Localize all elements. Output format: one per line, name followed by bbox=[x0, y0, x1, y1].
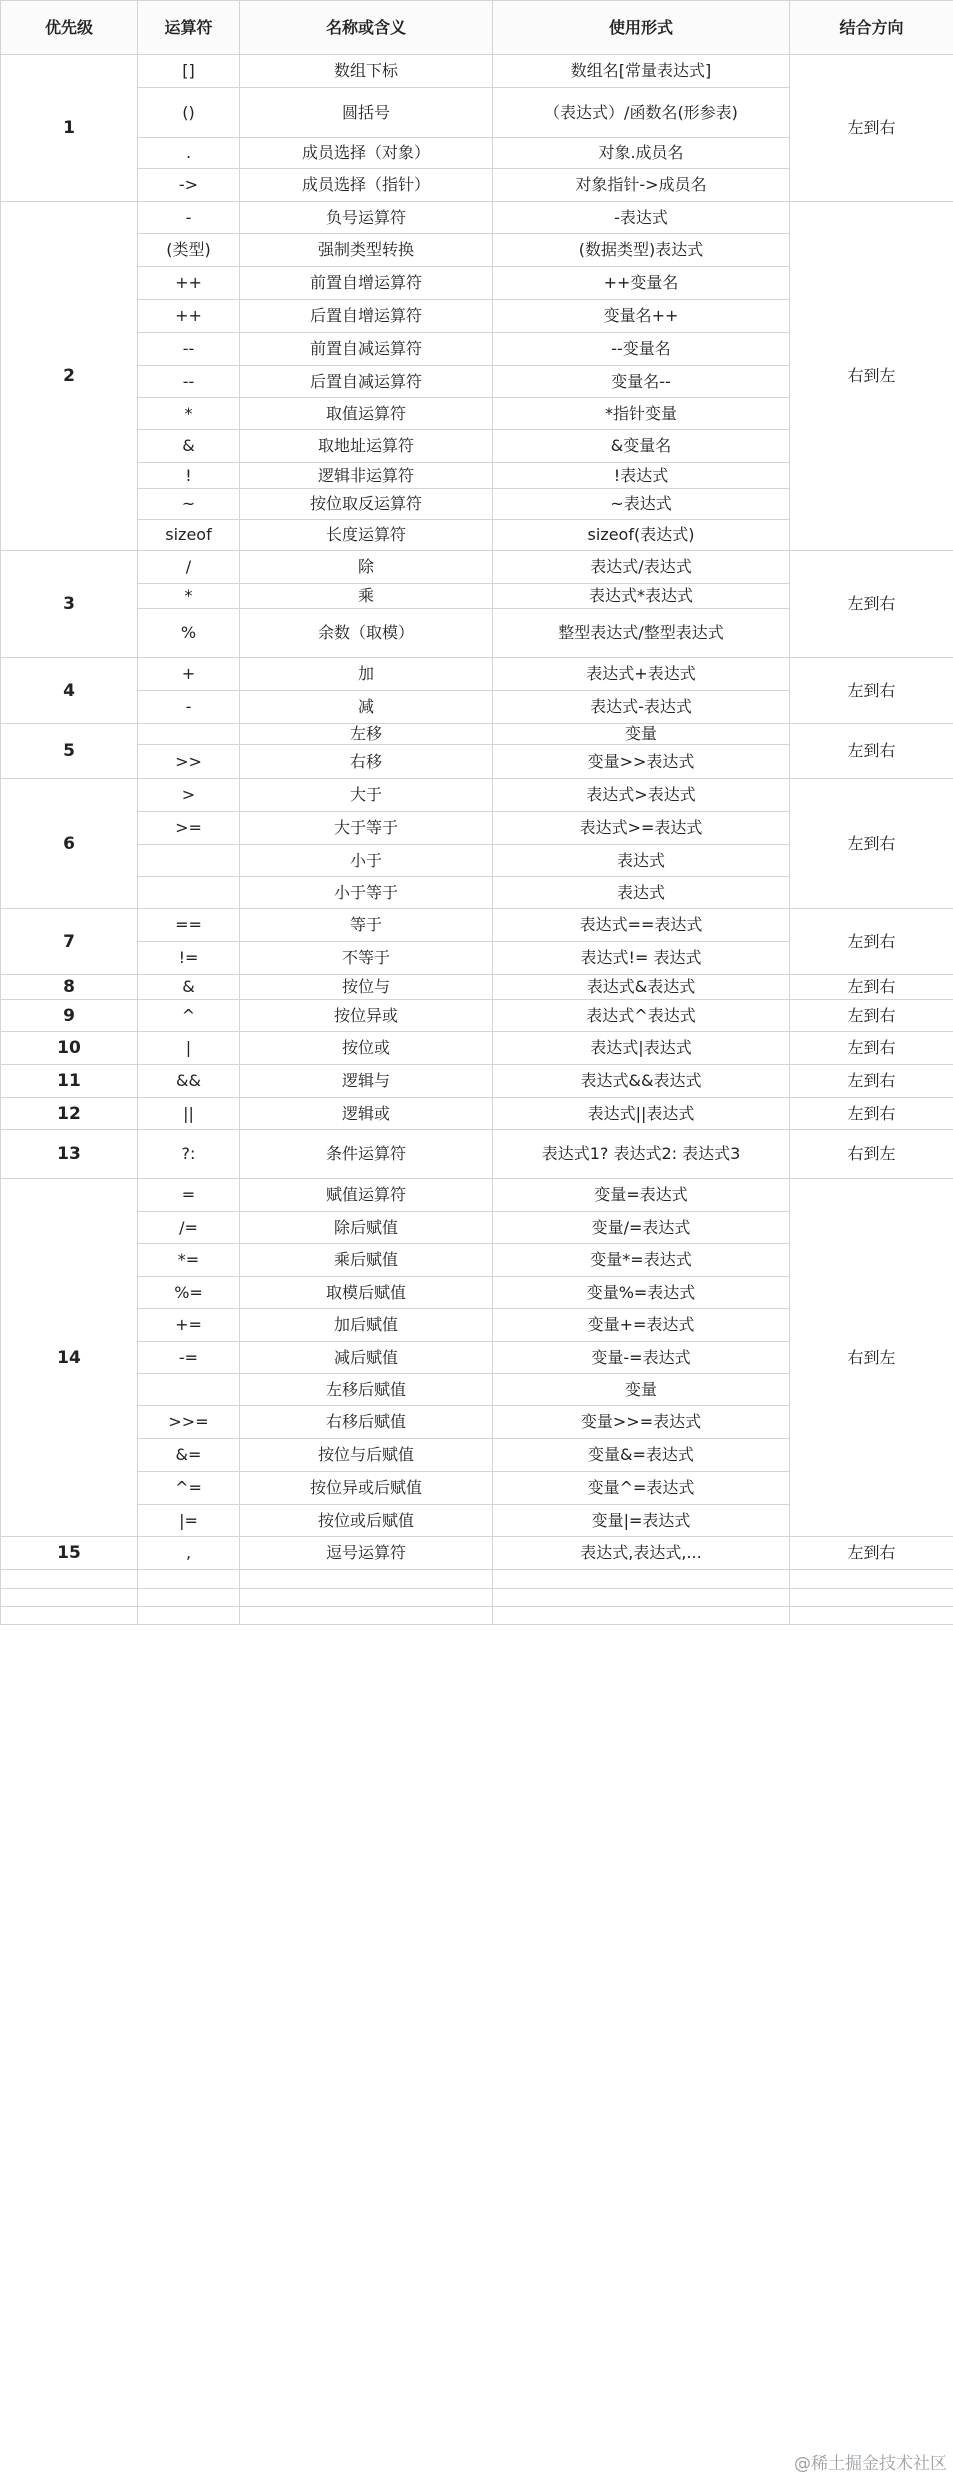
name-cell: 右移后赋值 bbox=[240, 1406, 493, 1439]
usage-cell: （表达式）/函数名(形参表) bbox=[493, 88, 790, 138]
empty-cell bbox=[493, 1607, 790, 1625]
empty-cell bbox=[1, 1589, 138, 1607]
priority-cell: 8 bbox=[1, 975, 138, 1000]
watermark: @稀土掘金技术社区 bbox=[794, 2454, 947, 2474]
operator-cell: * bbox=[138, 584, 240, 609]
operator-cell: , bbox=[138, 1537, 240, 1570]
table-row bbox=[1, 724, 953, 745]
usage-cell: 变量>>表达式 bbox=[493, 745, 790, 779]
empty-cell bbox=[790, 1607, 953, 1625]
direction-cell: 左到右 bbox=[790, 55, 953, 202]
priority-cell: 11 bbox=[1, 1065, 138, 1098]
usage-cell: ~表达式 bbox=[493, 489, 790, 520]
usage-cell: 对象指针->成员名 bbox=[493, 169, 790, 202]
usage-cell: --变量名 bbox=[493, 333, 790, 366]
usage-cell: 数组名[常量表达式] bbox=[493, 55, 790, 88]
priority-cell: 13 bbox=[1, 1130, 138, 1179]
operator-cell: % bbox=[138, 609, 240, 658]
name-cell: 右移 bbox=[240, 745, 493, 779]
empty-cell bbox=[790, 1589, 953, 1607]
operator-cell: == bbox=[138, 909, 240, 942]
usage-cell: 表达式,表达式,... bbox=[493, 1537, 790, 1570]
operator-cell: += bbox=[138, 1309, 240, 1342]
name-cell: 成员选择（对象） bbox=[240, 138, 493, 169]
name-cell: 后置自减运算符 bbox=[240, 366, 493, 398]
usage-cell: 变量/=表达式 bbox=[493, 1212, 790, 1244]
operator-cell: != bbox=[138, 942, 240, 975]
usage-cell: 变量>>=表达式 bbox=[493, 1406, 790, 1439]
direction-cell: 右到左 bbox=[790, 1130, 953, 1179]
usage-cell: 表达式 bbox=[493, 877, 790, 909]
operator-cell: >> bbox=[138, 745, 240, 779]
empty-cell bbox=[240, 1607, 493, 1625]
name-cell: 前置自增运算符 bbox=[240, 267, 493, 300]
operator-cell: ^= bbox=[138, 1472, 240, 1505]
usage-cell: 变量名++ bbox=[493, 300, 790, 333]
usage-cell: &变量名 bbox=[493, 430, 790, 463]
operator-cell: && bbox=[138, 1065, 240, 1098]
operator-cell: ++ bbox=[138, 267, 240, 300]
operator-cell: * bbox=[138, 398, 240, 430]
operator-cell: ++ bbox=[138, 300, 240, 333]
name-cell: 除后赋值 bbox=[240, 1212, 493, 1244]
usage-cell: 表达式/表达式 bbox=[493, 551, 790, 584]
name-cell: 等于 bbox=[240, 909, 493, 942]
name-cell: 按位取反运算符 bbox=[240, 489, 493, 520]
header-priority: 优先级 bbox=[1, 1, 138, 55]
operator-cell: >= bbox=[138, 812, 240, 845]
name-cell: 逻辑与 bbox=[240, 1065, 493, 1098]
name-cell: 减 bbox=[240, 691, 493, 724]
empty-row bbox=[1, 1607, 953, 1625]
operator-cell: -- bbox=[138, 333, 240, 366]
name-cell: 左移 bbox=[240, 724, 493, 745]
name-cell: 不等于 bbox=[240, 942, 493, 975]
empty-cell bbox=[1, 1570, 138, 1589]
operator-cell: / bbox=[138, 551, 240, 584]
name-cell: 左移后赋值 bbox=[240, 1374, 493, 1406]
operator-cell: . bbox=[138, 138, 240, 169]
operator-cell: *= bbox=[138, 1244, 240, 1277]
empty-row bbox=[1, 1589, 953, 1607]
empty-cell bbox=[240, 1570, 493, 1589]
operator-cell: ! bbox=[138, 463, 240, 489]
empty-cell bbox=[1, 1607, 138, 1625]
operator-cell: -= bbox=[138, 1342, 240, 1374]
direction-cell: 左到右 bbox=[790, 658, 953, 724]
usage-cell: 整型表达式/整型表达式 bbox=[493, 609, 790, 658]
usage-cell: 变量+=表达式 bbox=[493, 1309, 790, 1342]
name-cell: 乘后赋值 bbox=[240, 1244, 493, 1277]
name-cell: 取地址运算符 bbox=[240, 430, 493, 463]
usage-cell: 变量 bbox=[493, 1374, 790, 1406]
operator-cell bbox=[138, 845, 240, 877]
usage-cell: 表达式-表达式 bbox=[493, 691, 790, 724]
operator-cell: > bbox=[138, 779, 240, 812]
name-cell: 长度运算符 bbox=[240, 520, 493, 551]
operator-cell: + bbox=[138, 658, 240, 691]
operator-cell: &= bbox=[138, 1439, 240, 1472]
priority-cell: 2 bbox=[1, 202, 138, 551]
operator-cell: ^ bbox=[138, 1000, 240, 1032]
usage-cell: 表达式&&表达式 bbox=[493, 1065, 790, 1098]
usage-cell: 表达式||表达式 bbox=[493, 1098, 790, 1130]
name-cell: 条件运算符 bbox=[240, 1130, 493, 1179]
usage-cell: 表达式>=表达式 bbox=[493, 812, 790, 845]
name-cell: 逻辑或 bbox=[240, 1098, 493, 1130]
priority-cell: 4 bbox=[1, 658, 138, 724]
name-cell: 加后赋值 bbox=[240, 1309, 493, 1342]
usage-cell: 变量=表达式 bbox=[493, 1179, 790, 1212]
table-row bbox=[1, 202, 953, 234]
operator-cell: ?: bbox=[138, 1130, 240, 1179]
operator-cell: - bbox=[138, 691, 240, 724]
table-row bbox=[1, 55, 953, 88]
usage-cell: 表达式!= 表达式 bbox=[493, 942, 790, 975]
name-cell: 强制类型转换 bbox=[240, 234, 493, 267]
operator-cell: sizeof bbox=[138, 520, 240, 551]
name-cell: 减后赋值 bbox=[240, 1342, 493, 1374]
usage-cell: (数据类型)表达式 bbox=[493, 234, 790, 267]
header-usage: 使用形式 bbox=[493, 1, 790, 55]
usage-cell: 对象.成员名 bbox=[493, 138, 790, 169]
name-cell: 按位异或后赋值 bbox=[240, 1472, 493, 1505]
header-name: 名称或含义 bbox=[240, 1, 493, 55]
operator-cell: [] bbox=[138, 55, 240, 88]
operator-cell bbox=[138, 877, 240, 909]
direction-cell: 左到右 bbox=[790, 909, 953, 975]
empty-cell bbox=[493, 1570, 790, 1589]
name-cell: 按位与 bbox=[240, 975, 493, 1000]
operator-cell: /= bbox=[138, 1212, 240, 1244]
table-row bbox=[1, 1130, 953, 1179]
direction-cell: 左到右 bbox=[790, 1065, 953, 1098]
empty-cell bbox=[493, 1589, 790, 1607]
operator-cell: || bbox=[138, 1098, 240, 1130]
name-cell: 小于 bbox=[240, 845, 493, 877]
table-row bbox=[1, 1000, 953, 1032]
usage-cell: 变量^=表达式 bbox=[493, 1472, 790, 1505]
table-row bbox=[1, 1032, 953, 1065]
name-cell: 大于 bbox=[240, 779, 493, 812]
empty-cell bbox=[790, 1570, 953, 1589]
usage-cell: 表达式|表达式 bbox=[493, 1032, 790, 1065]
direction-cell: 右到左 bbox=[790, 202, 953, 551]
name-cell: 逻辑非运算符 bbox=[240, 463, 493, 489]
priority-cell: 10 bbox=[1, 1032, 138, 1065]
name-cell: 除 bbox=[240, 551, 493, 584]
usage-cell: 变量 bbox=[493, 724, 790, 745]
operator-cell: () bbox=[138, 88, 240, 138]
direction-cell: 右到左 bbox=[790, 1179, 953, 1537]
priority-cell: 1 bbox=[1, 55, 138, 202]
operator-cell: %= bbox=[138, 1277, 240, 1309]
usage-cell: 变量|=表达式 bbox=[493, 1505, 790, 1537]
priority-cell: 6 bbox=[1, 779, 138, 909]
name-cell: 小于等于 bbox=[240, 877, 493, 909]
usage-cell: 变量%=表达式 bbox=[493, 1277, 790, 1309]
name-cell: 加 bbox=[240, 658, 493, 691]
usage-cell: 表达式*表达式 bbox=[493, 584, 790, 609]
name-cell: 按位或后赋值 bbox=[240, 1505, 493, 1537]
usage-cell: 表达式>表达式 bbox=[493, 779, 790, 812]
name-cell: 大于等于 bbox=[240, 812, 493, 845]
direction-cell: 左到右 bbox=[790, 1537, 953, 1570]
name-cell: 按位与后赋值 bbox=[240, 1439, 493, 1472]
operator-cell bbox=[138, 724, 240, 745]
table-row bbox=[1, 975, 953, 1000]
table-row bbox=[1, 1065, 953, 1098]
empty-cell bbox=[240, 1589, 493, 1607]
name-cell: 按位异或 bbox=[240, 1000, 493, 1032]
empty-cell bbox=[138, 1570, 240, 1589]
priority-cell: 12 bbox=[1, 1098, 138, 1130]
name-cell: 前置自减运算符 bbox=[240, 333, 493, 366]
usage-cell: !表达式 bbox=[493, 463, 790, 489]
operator-cell: >>= bbox=[138, 1406, 240, 1439]
operator-cell: - bbox=[138, 202, 240, 234]
usage-cell: 表达式 bbox=[493, 845, 790, 877]
operator-cell: -> bbox=[138, 169, 240, 202]
usage-cell: 表达式^表达式 bbox=[493, 1000, 790, 1032]
table-row bbox=[1, 551, 953, 584]
name-cell: 逗号运算符 bbox=[240, 1537, 493, 1570]
usage-cell: 变量名-- bbox=[493, 366, 790, 398]
usage-cell: *指针变量 bbox=[493, 398, 790, 430]
operator-cell: | bbox=[138, 1032, 240, 1065]
operator-cell: (类型) bbox=[138, 234, 240, 267]
operator-cell: |= bbox=[138, 1505, 240, 1537]
usage-cell: 变量&=表达式 bbox=[493, 1439, 790, 1472]
table-row bbox=[1, 779, 953, 812]
table-body bbox=[1, 55, 953, 1625]
table-row bbox=[1, 658, 953, 691]
usage-cell: ++变量名 bbox=[493, 267, 790, 300]
priority-cell: 7 bbox=[1, 909, 138, 975]
priority-cell: 3 bbox=[1, 551, 138, 658]
priority-cell: 9 bbox=[1, 1000, 138, 1032]
name-cell: 乘 bbox=[240, 584, 493, 609]
name-cell: 赋值运算符 bbox=[240, 1179, 493, 1212]
direction-cell: 左到右 bbox=[790, 975, 953, 1000]
operator-cell: & bbox=[138, 430, 240, 463]
priority-cell: 5 bbox=[1, 724, 138, 779]
operator-cell: = bbox=[138, 1179, 240, 1212]
table-row bbox=[1, 1537, 953, 1570]
usage-cell: 表达式+表达式 bbox=[493, 658, 790, 691]
direction-cell: 左到右 bbox=[790, 724, 953, 779]
name-cell: 成员选择（指针） bbox=[240, 169, 493, 202]
operator-cell: ~ bbox=[138, 489, 240, 520]
usage-cell: 表达式==表达式 bbox=[493, 909, 790, 942]
operator-cell: & bbox=[138, 975, 240, 1000]
name-cell: 后置自增运算符 bbox=[240, 300, 493, 333]
usage-cell: -表达式 bbox=[493, 202, 790, 234]
header-operator: 运算符 bbox=[138, 1, 240, 55]
empty-cell bbox=[138, 1607, 240, 1625]
table-row bbox=[1, 1179, 953, 1212]
direction-cell: 左到右 bbox=[790, 779, 953, 909]
operator-cell: -- bbox=[138, 366, 240, 398]
direction-cell: 左到右 bbox=[790, 1000, 953, 1032]
direction-cell: 左到右 bbox=[790, 1032, 953, 1065]
name-cell: 取值运算符 bbox=[240, 398, 493, 430]
name-cell: 数组下标 bbox=[240, 55, 493, 88]
name-cell: 负号运算符 bbox=[240, 202, 493, 234]
empty-row bbox=[1, 1570, 953, 1589]
usage-cell: 变量*=表达式 bbox=[493, 1244, 790, 1277]
table-row bbox=[1, 909, 953, 942]
usage-cell: 表达式&表达式 bbox=[493, 975, 790, 1000]
usage-cell: sizeof(表达式) bbox=[493, 520, 790, 551]
direction-cell: 左到右 bbox=[790, 1098, 953, 1130]
header-row bbox=[1, 1, 953, 55]
operator-cell bbox=[138, 1374, 240, 1406]
usage-cell: 表达式1? 表达式2: 表达式3 bbox=[493, 1130, 790, 1179]
priority-cell: 14 bbox=[1, 1179, 138, 1537]
name-cell: 圆括号 bbox=[240, 88, 493, 138]
name-cell: 余数（取模） bbox=[240, 609, 493, 658]
name-cell: 按位或 bbox=[240, 1032, 493, 1065]
header-direction: 结合方向 bbox=[790, 1, 953, 55]
priority-cell: 15 bbox=[1, 1537, 138, 1570]
usage-cell: 变量-=表达式 bbox=[493, 1342, 790, 1374]
table-row bbox=[1, 1098, 953, 1130]
empty-cell bbox=[138, 1589, 240, 1607]
name-cell: 取模后赋值 bbox=[240, 1277, 493, 1309]
direction-cell: 左到右 bbox=[790, 551, 953, 658]
